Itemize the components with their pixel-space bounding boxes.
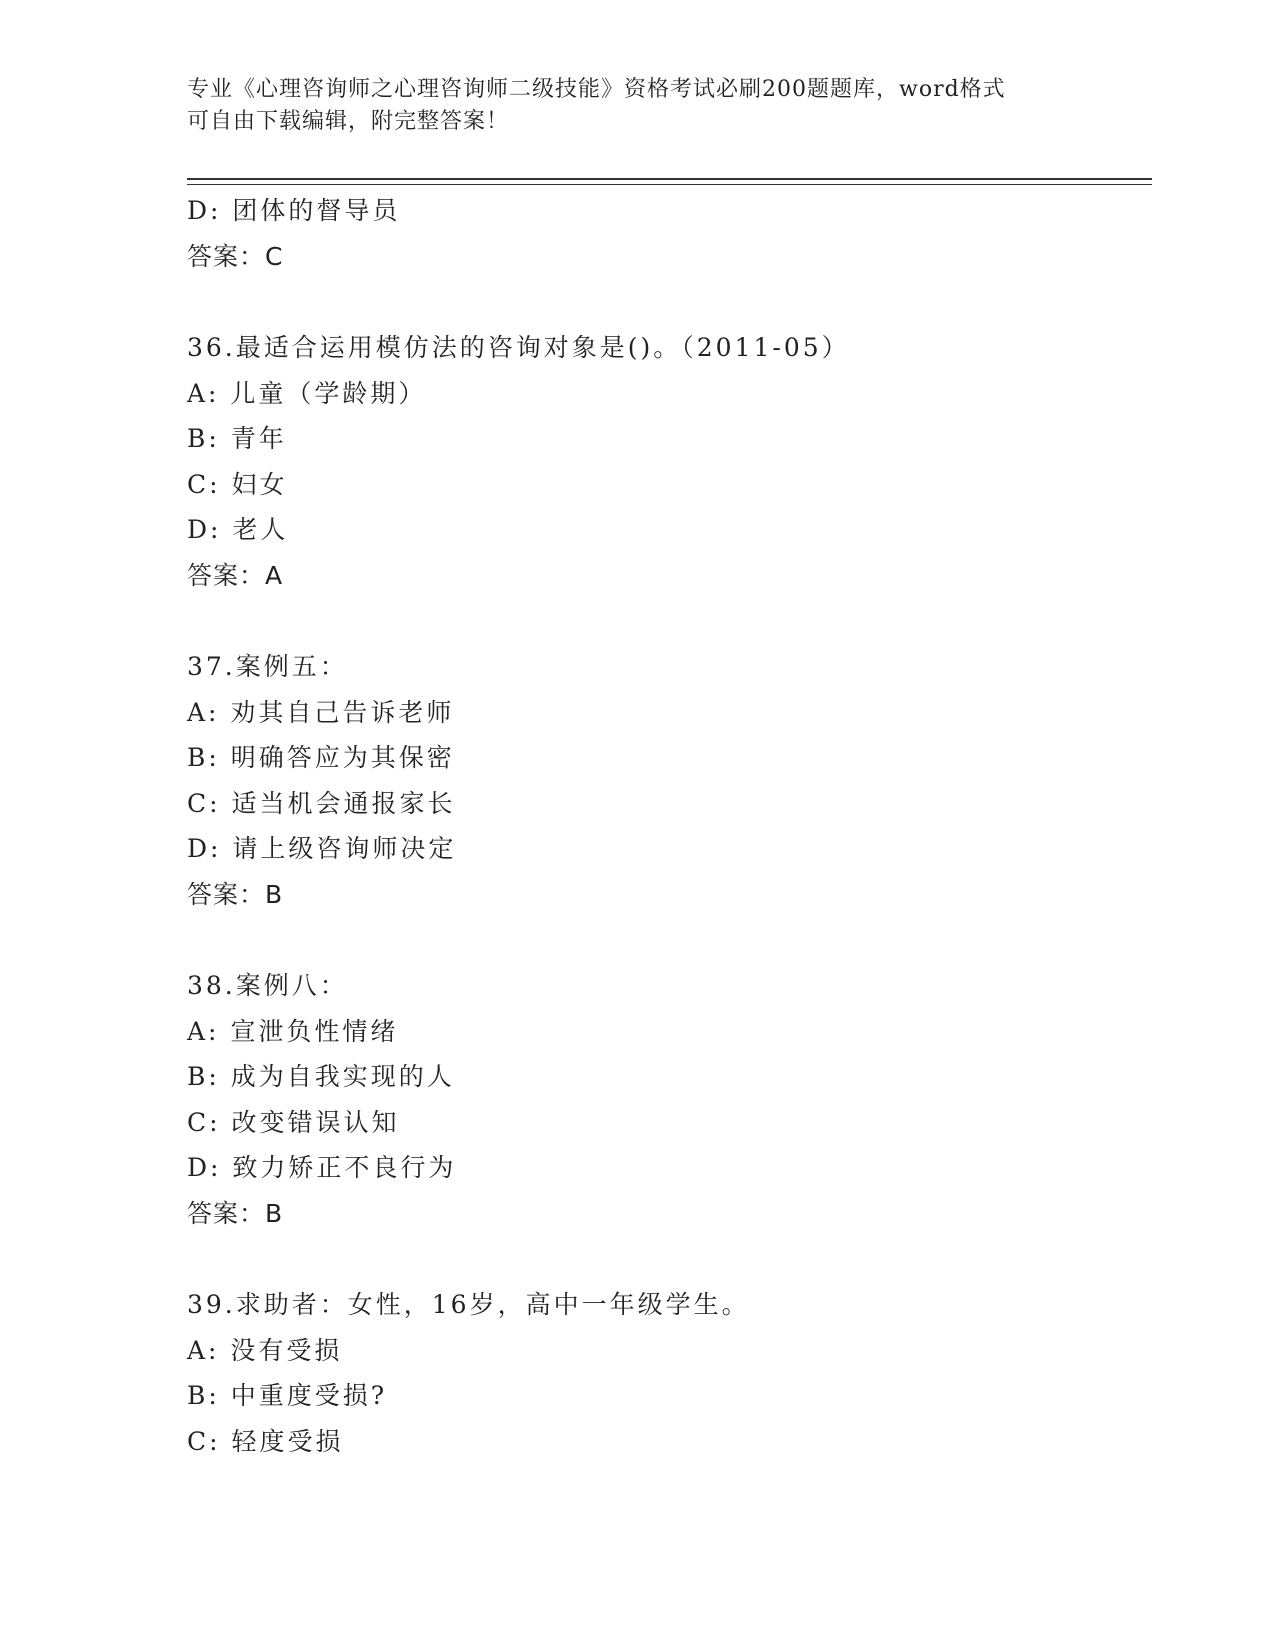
question-stem: 39.求助者：女性，16岁，高中一年级学生。 (187, 1290, 750, 1319)
question-36 (187, 325, 1147, 598)
option-b: B: 成为自我实现的人 (187, 1062, 455, 1091)
answer-line: 答案：A (187, 560, 284, 590)
header-divider-thin (187, 184, 1152, 185)
option-b: B: 青年 (187, 424, 287, 453)
header-line-1: 专业《心理咨询师之心理咨询师二级技能》资格考试必刷200题题库，word格式 (187, 77, 1006, 102)
option-c: C: 轻度受损 (187, 1426, 344, 1456)
option-b: B: 中重度受损? (187, 1381, 388, 1410)
option-d: D: 老人 (187, 515, 289, 544)
question-stem: 38.案例八： (187, 971, 348, 1000)
answer-line: 答案：B (187, 879, 284, 909)
question-list (187, 188, 1147, 1464)
option-a: A: 宣泄负性情绪 (187, 1016, 399, 1046)
question-38 (187, 963, 1147, 1236)
answer-line: 答案：B (187, 1198, 284, 1228)
question-39 (187, 1282, 1147, 1464)
option-b: B: 明确答应为其保密 (187, 743, 455, 772)
header-divider-thick (187, 178, 1152, 180)
option-c: C: 改变错误认知 (187, 1107, 400, 1137)
document-header (187, 74, 1087, 138)
question-stem: 37.案例五： (187, 652, 348, 681)
option-a: A: 没有受损 (187, 1335, 343, 1365)
question-37 (187, 644, 1147, 917)
previous-question-tail (187, 188, 1147, 279)
option-c: C: 适当机会通报家长 (187, 788, 456, 818)
question-stem: 36.最适合运用模仿法的咨询对象是()。（2011-05） (187, 333, 850, 362)
option-a: A: 劝其自己告诉老师 (187, 697, 455, 727)
option-a: A: 儿童（学龄期） (187, 378, 427, 408)
option-d: D: 请上级咨询师决定 (187, 834, 457, 863)
header-line-2: 可自由下载编辑，附完整答案！ (187, 109, 510, 134)
option-d: D: 致力矫正不良行为 (187, 1153, 457, 1182)
option-c: C: 妇女 (187, 469, 288, 499)
option-d: D: 团体的督导员 (187, 196, 401, 225)
answer-line: 答案：C (187, 241, 284, 271)
